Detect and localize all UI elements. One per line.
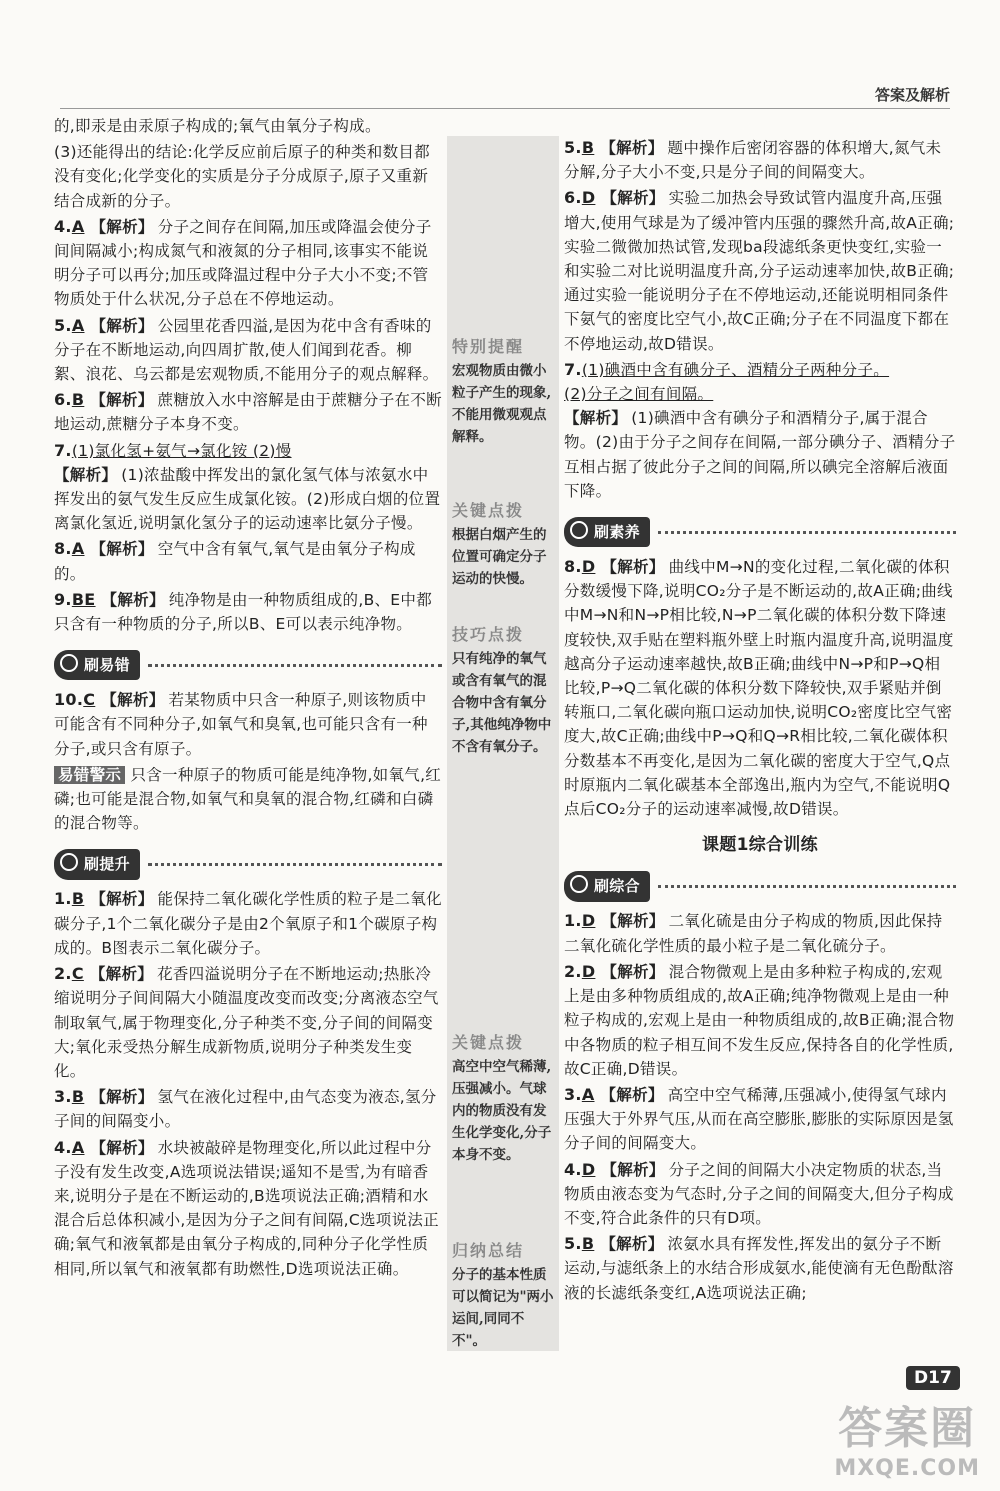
analysis-text: 二氧化硫是由分子构成的物质,因此保持二氧化硫化学性质的最小粒子是二氧化硫分子。 xyxy=(564,912,943,955)
brush-icon xyxy=(570,521,588,539)
analysis-label: 【解析】 xyxy=(90,890,154,909)
brush-icon xyxy=(60,853,78,871)
comprehensive-item-1 xyxy=(564,909,956,957)
answer-item-r7 xyxy=(564,358,956,503)
watermark-logo xyxy=(834,1392,980,1481)
analysis-text: 题中操作后密闭容器的体积增大,氮气未分解,分子大小不变,只是分子间的间隔变大。 xyxy=(564,139,942,182)
section-title: 刷易错 xyxy=(84,656,130,675)
section-divider xyxy=(658,531,956,534)
item-answer: B xyxy=(581,1234,595,1254)
improve-item-4 xyxy=(54,1136,442,1281)
comprehensive-item-3 xyxy=(564,1083,956,1156)
section-title: 刷素养 xyxy=(594,522,640,541)
improve-item-1 xyxy=(54,887,442,960)
analysis-label: 【解析】 xyxy=(90,217,154,236)
warning-tag: 易错警示 xyxy=(54,766,125,784)
item-answer: C xyxy=(71,964,84,984)
analysis-text: (1)浓盐酸中挥发出的氯化氢气体与浓氨水中挥发出的氨气发生反应生成氯化铵。(2)形成白烟的位置离氯化氢近,说明氯化氢分子的运动速率比氨分子慢。 xyxy=(54,465,441,533)
section-divider xyxy=(148,664,442,667)
side-note-text: 高空中空气稀薄,压强减小。气球内的物质没有发生化学变化,分子本身不变。 xyxy=(452,1059,552,1163)
improve-item-3 xyxy=(54,1085,442,1133)
item-answer: A xyxy=(71,216,85,236)
item-number: 2. xyxy=(54,964,72,984)
analysis-text: 浓氨水具有挥发性,挥发出的氨分子不断运动,与滤纸条上的水结合形成氨水,能使滴有无色酚酞溶液的长滤纸条变红,A选项说法正确; xyxy=(564,1235,954,1302)
section-badge xyxy=(54,849,140,879)
intro-line: 的,即汞是由汞原子构成的;氧气由氧分子构成。 xyxy=(54,117,381,135)
item-answer-2: (2)分子之间有间隔。 xyxy=(564,385,714,404)
item-answer: A xyxy=(71,539,85,559)
analysis-text: 曲线中M→N的变化过程,二氧化碳的体积分数缓慢下降,说明CO₂分子是不断运动的,故A正确;曲线中M→N和N→P相比较,N→P二氧化碳的体积分数下降速度较快,双手贴在塑料瓶外壁上时瓶内温度升高,说明温度越高分子运动速率越快,故B正确;曲线中N→P和P→Q相比较,P→Q二氧化碳的体积分数下降较快,双手紧贴并倒转瓶口,二氧化碳向瓶口运动加快,说明CO₂密度比空气密度大,故C正确;曲线中P→Q和Q→R相比较,二氧化碳体积分数基本不再变化,是因为二氧化碳的密度大于空气,Q点时原瓶内二氧化碳基本全部逸出,瓶内为空气,不能说明Q点后CO₂分子的运动速率减慢,故D错误。 xyxy=(564,558,954,819)
brush-icon xyxy=(60,654,78,672)
side-note-key-hint-2 xyxy=(452,1032,556,1166)
warning-text: 只含一种原子的物质可能是纯净物,如氧气,红磷;也可能是混合物,如氧气和臭氧的混合物,红磷和白磷的混合物等。 xyxy=(54,765,442,833)
section-badge xyxy=(564,517,650,547)
item-number: 2. xyxy=(564,961,582,981)
answer-item-7 xyxy=(54,439,442,536)
item-answer: D xyxy=(581,911,596,931)
section-title: 刷综合 xyxy=(594,877,640,896)
analysis-label: 【解析】 xyxy=(90,540,154,559)
lesson-title: 课题1综合训练 xyxy=(702,835,818,856)
section-header-comprehensive xyxy=(564,871,956,901)
analysis-text: 分子之间的间隔大小决定物质的状态,当物质由液态变为气态时,分子之间的间隔变大,但分子构成不变,符合此条件的只有D项。 xyxy=(564,1160,954,1227)
watermark-line2: MXQE.COM xyxy=(834,1456,980,1481)
section-header-literacy xyxy=(564,517,956,547)
side-note-title: 关键点拨 xyxy=(452,501,525,520)
analysis-label: 【解析】 xyxy=(600,1235,664,1254)
analysis-label: 【解析】 xyxy=(89,965,154,984)
analysis-text: 蔗糖放入水中溶解是由于蔗糖分子在不断地运动,蔗糖分子本身不变。 xyxy=(54,391,442,434)
answer-item-6 xyxy=(54,388,442,436)
item-answer: BE xyxy=(71,589,96,609)
side-note-key-hint-1 xyxy=(452,500,556,590)
item-number: 4. xyxy=(54,216,72,236)
analysis-label: 【解析】 xyxy=(90,1138,154,1157)
analysis-text: 实验二加热会导致试管内温度升高,压强增大,使用气球是为了缓冲管内压强的骤然升高,故A正确;实验二微微加热试管,发现ba段滤纸条更快变红,实验一和实验二对比说明温度升高,分子运动速率加快,故B正确;通过实验一能说明分子在不停地运动,还能说明相同条件下氨气的密度比空气小,故C正确;分子在不同温度下都在不停地运动,故D错误。 xyxy=(564,189,955,353)
item-answer-1: (1)碘酒中含有碘分子、酒精分子两种分子。 xyxy=(581,360,890,379)
section-title: 刷提升 xyxy=(84,855,130,874)
section-badge xyxy=(564,871,650,901)
item-answer: D xyxy=(581,557,596,577)
section-header-improve xyxy=(54,849,442,879)
side-note-special-reminder xyxy=(452,336,556,448)
analysis-text: 纯净物是由一种物质组成的,B、E中都只含有一种物质的分子,所以B、E可以表示纯净物。 xyxy=(54,590,433,634)
watermark-line1: 答案圈 xyxy=(838,1403,977,1454)
answer-item-9 xyxy=(54,588,442,636)
section-header-errors xyxy=(54,650,442,680)
analysis-label: 【解析】 xyxy=(564,409,628,428)
improve-item-2 xyxy=(54,962,442,1083)
section-divider xyxy=(658,885,956,888)
side-note-text: 宏观物质由微小粒子产生的现象,不能用微观观点解释。 xyxy=(452,363,552,445)
item-answer: B xyxy=(71,889,85,909)
right-column xyxy=(564,136,956,1307)
item-number: 4. xyxy=(54,1137,72,1157)
side-note-title: 归纳总结 xyxy=(452,1241,525,1260)
analysis-label: 【解析】 xyxy=(601,1160,665,1179)
side-note-title: 技巧点拨 xyxy=(452,625,525,644)
answer-item-r6 xyxy=(564,186,956,355)
analysis-text: 花香四溢说明分子在不断地运动;热胀冷缩说明分子间间隔大小随温度改变而改变;分离液态空气制取氧气,属于物理变化,分子种类不变,分子间的间隔变大;氧化汞受热分解生成新物质,说明分子种类发生变化。 xyxy=(54,965,439,1080)
analysis-label: 【解析】 xyxy=(54,465,118,484)
item-number: 1. xyxy=(564,911,582,931)
page-number: D17 xyxy=(906,1366,960,1390)
side-note-text: 根据白烟产生的位置可确定分子运动的快慢。 xyxy=(452,527,547,587)
brush-icon xyxy=(570,875,588,893)
comprehensive-item-5 xyxy=(564,1232,956,1305)
item-number: 4. xyxy=(564,1159,582,1179)
answer-item-5 xyxy=(54,314,442,387)
analysis-text: (1)碘酒中含有碘分子和酒精分子,属于混合物。(2)由于分子之间存在间隔,一部分碘分子、酒精分子互相占据了彼此分子之间的间隔,所以碘完全溶解后液面下降。 xyxy=(564,409,956,500)
item-number: 3. xyxy=(54,1087,72,1107)
item-number: 3. xyxy=(564,1084,582,1104)
item-number: 8. xyxy=(564,557,582,577)
item-number: 6. xyxy=(54,390,72,410)
side-note-text: 只有纯净的氧气或含有氧气的混合物中含有氧分子,其他纯净物中不含有氧分子。 xyxy=(452,651,552,755)
item-answer: D xyxy=(581,1159,596,1179)
analysis-label: 【解析】 xyxy=(600,139,664,157)
side-note-technique xyxy=(452,624,556,758)
item-answer: A xyxy=(71,1137,85,1157)
analysis-text: 空气中含有氧气,氧气是由氧分子构成的。 xyxy=(54,540,416,583)
comprehensive-item-2 xyxy=(564,960,956,1081)
error-warning xyxy=(54,763,442,836)
answer-item-r8 xyxy=(564,555,956,821)
item-number: 8. xyxy=(54,539,72,559)
analysis-text: 氢气在液化过程中,由气态变为液态,氢分子间的间隔变小。 xyxy=(54,1088,437,1131)
side-note-text: 分子的基本性质可以简记为"两小运间,同同不不"。 xyxy=(452,1267,554,1349)
item-number: 9. xyxy=(54,589,72,609)
intro-conclusion: (3)还能得出的结论:化学反应前后原子的种类和数目都没有变化;化学变化的实质是分子分成原子,原子又重新结合成新的分子。 xyxy=(54,143,430,210)
analysis-label: 【解析】 xyxy=(600,1085,664,1104)
item-answer: D xyxy=(581,188,596,208)
item-answer: D xyxy=(581,961,596,981)
analysis-label: 【解析】 xyxy=(601,558,665,577)
item-answer: B xyxy=(581,138,595,157)
comprehensive-item-4 xyxy=(564,1158,956,1231)
item-answer: C xyxy=(83,690,96,710)
analysis-text: 公园里花香四溢,是因为花中含有香味的分子在不断地运动,向四周扩散,使人们闻到花香。柳絮、浪花、乌云都是宏观物质,不能用分子的观点解释。 xyxy=(54,316,439,384)
item-number: 5. xyxy=(564,138,582,157)
analysis-label: 【解析】 xyxy=(90,391,154,410)
side-note-title: 关键点拨 xyxy=(452,1033,525,1052)
analysis-label: 【解析】 xyxy=(601,912,665,931)
analysis-label: 【解析】 xyxy=(601,189,665,208)
item-answer: B xyxy=(71,390,85,410)
answer-item-r5 xyxy=(564,136,956,184)
item-answer: A xyxy=(71,315,85,335)
analysis-label: 【解析】 xyxy=(90,316,154,335)
analysis-text: 混合物微观上是由多种粒子构成的,宏观上是由多种物质组成的,故A正确;纯净物微观上是由一种粒子构成的,宏观上是由一种物质组成的,故B正确;混合物中各物质的粒子相互间不发生反应,保持各自的化学性质,故C正确,D错误。 xyxy=(564,962,955,1078)
item-number: 7. xyxy=(564,359,582,379)
answer-item-4 xyxy=(54,215,442,312)
analysis-label: 【解析】 xyxy=(601,962,665,981)
answer-item-8 xyxy=(54,537,442,585)
left-column xyxy=(54,114,442,1283)
answer-item-10 xyxy=(54,688,442,761)
section-badge xyxy=(54,650,140,680)
section-divider xyxy=(148,863,442,866)
analysis-text: 能保持二氧化碳化学性质的粒子是二氧化碳分子,1个二氧化碳分子是由2个氧原子和1个碳原子构成的。B图表示二氧化碳分子。 xyxy=(54,890,442,957)
analysis-label: 【解析】 xyxy=(90,1088,154,1107)
analysis-label: 【解析】 xyxy=(101,590,165,609)
item-answer: (1)氯化氢+氨气→氯化铵 (2)慢 xyxy=(71,441,292,460)
side-note-title: 特别提醒 xyxy=(452,337,525,356)
analysis-text: 水块被敲碎是物理变化,所以此过程中分子没有发生改变,A选项说法错误;遥知不是雪,为有暗香来,说明分子是在不断运动的,B选项说法正确;酒精和水混合后总体积减小,是因为分子之间有间隔,C选项说法正确;氧气和液氧都是由氧分子构成的,同种分子化学性质相同,所以氧气和液氧都有助燃性,D选项说法正确。 xyxy=(54,1138,439,1278)
analysis-text: 高空中空气稀薄,压强减小,使得氢气球内压强大于外界气压,从而在高空膨胀,膨胀的实际原因是氢分子间的间隔变大。 xyxy=(564,1085,954,1153)
item-answer: B xyxy=(71,1087,85,1107)
item-number: 1. xyxy=(54,889,72,909)
analysis-text: 若某物质中只含一种原子,则该物质中可能含有不同种分子,如氧气和臭氧,也可能只含有一种分子,或只含有原子。 xyxy=(54,691,428,758)
header-title: 答案及解析 xyxy=(874,86,950,104)
item-number: 6. xyxy=(564,188,582,208)
side-note-summary xyxy=(452,1240,556,1352)
analysis-text: 分子之间存在间隔,加压或降温会使分子间间隔减小;构成氮气和液氮的分子相同,该事实不能说明分子可以再分;加压或降温过程中分子大小不变;不管物质处于什么状况,分子总在不停地运动。 xyxy=(54,217,432,309)
item-number: 10. xyxy=(54,690,84,710)
item-number: 5. xyxy=(564,1234,582,1254)
item-answer: A xyxy=(581,1084,595,1104)
item-number: 5. xyxy=(54,315,72,335)
header-rule xyxy=(60,108,950,109)
analysis-label: 【解析】 xyxy=(101,691,165,710)
item-number: 7. xyxy=(54,440,72,460)
